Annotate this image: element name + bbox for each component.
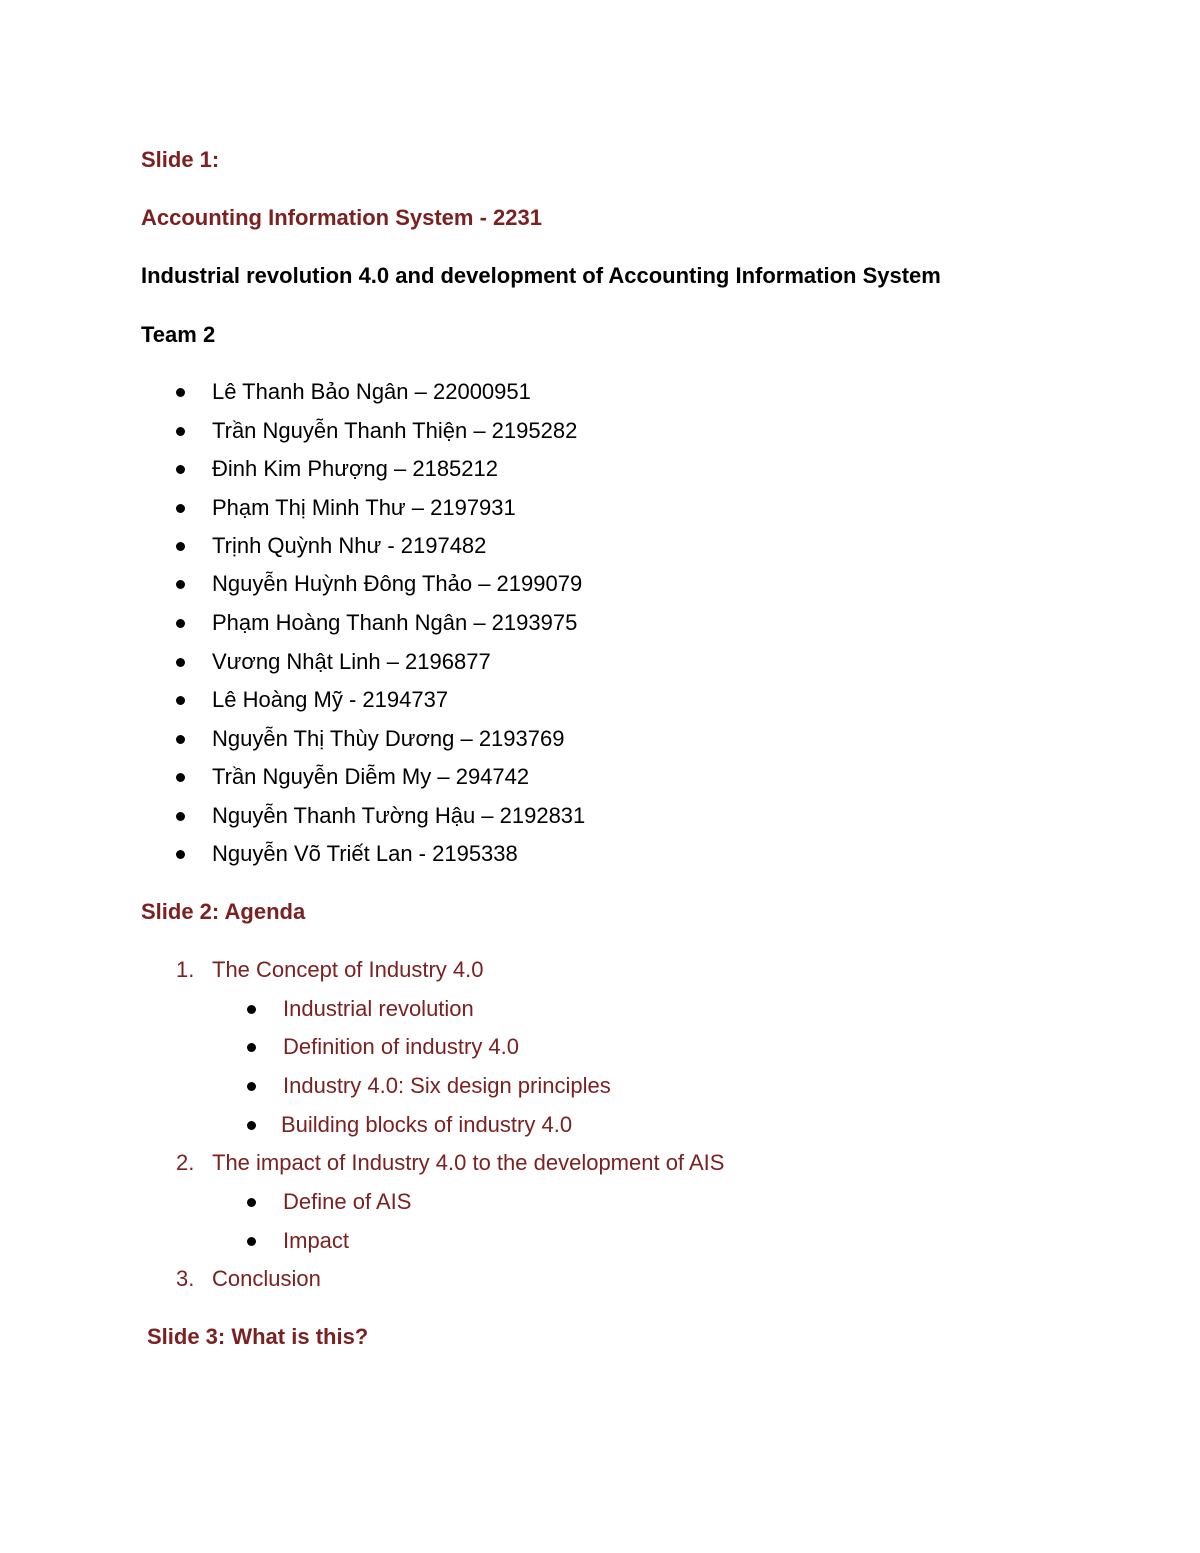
bullet-icon xyxy=(176,580,185,589)
agenda-item-label: Conclusion xyxy=(212,1266,321,1291)
bullet-icon xyxy=(247,1005,256,1014)
bullet-icon xyxy=(176,427,185,436)
bullet-icon xyxy=(176,812,185,821)
agenda-item-number: 3. xyxy=(176,1266,195,1291)
member-name: Trịnh Quỳnh Như - 2197482 xyxy=(212,533,487,558)
agenda-item-number: 2. xyxy=(176,1150,195,1175)
bullet-icon xyxy=(176,465,185,474)
course-title: Accounting Information System - 2231 xyxy=(141,205,542,230)
bullet-icon xyxy=(176,850,185,859)
member-name: Nguyễn Thanh Tường Hậu – 2192831 xyxy=(212,803,586,828)
agenda-item-label: The Concept of Industry 4.0 xyxy=(212,957,484,982)
member-name: Nguyễn Võ Triết Lan - 2195338 xyxy=(212,841,518,866)
bullet-icon xyxy=(247,1082,256,1091)
bullet-icon xyxy=(176,696,185,705)
bullet-icon xyxy=(247,1237,256,1246)
team-label: Team 2 xyxy=(141,322,216,347)
agenda-item-label: The impact of Industry 4.0 to the development of AIS xyxy=(212,1150,725,1175)
bullet-icon xyxy=(247,1198,256,1207)
member-name: Đinh Kim Phượng – 2185212 xyxy=(212,456,498,481)
member-name: Lê Thanh Bảo Ngân – 22000951 xyxy=(212,379,531,404)
presentation-topic: Industrial revolution 4.0 and development of Accounting Information System xyxy=(141,263,941,288)
member-name: Vương Nhật Linh – 2196877 xyxy=(212,649,491,674)
agenda-subitem-label: Definition of industry 4.0 xyxy=(283,1034,520,1059)
agenda-subitem-label: Industry 4.0: Six design principles xyxy=(283,1073,611,1098)
bullet-icon xyxy=(176,388,185,397)
bullet-icon xyxy=(176,658,185,667)
bullet-icon xyxy=(176,619,185,628)
member-name: Phạm Hoàng Thanh Ngân – 2193975 xyxy=(212,610,578,635)
bullet-icon xyxy=(176,504,185,513)
bullet-icon xyxy=(247,1043,256,1052)
slide1-heading: Slide 1: xyxy=(141,147,220,172)
slide3-heading: Slide 3: What is this? xyxy=(147,1324,369,1349)
member-name: Lê Hoàng Mỹ - 2194737 xyxy=(212,687,449,712)
member-name: Nguyễn Thị Thùy Dương – 2193769 xyxy=(212,726,565,751)
member-name: Trần Nguyễn Thanh Thiện – 2195282 xyxy=(212,418,578,443)
bullet-icon xyxy=(176,773,185,782)
slide2-heading: Slide 2: Agenda xyxy=(141,899,306,924)
agenda-item-number: 1. xyxy=(176,957,195,982)
agenda-subitem-label: Impact xyxy=(283,1228,350,1253)
member-name: Phạm Thị Minh Thư – 2197931 xyxy=(212,495,516,520)
agenda-subitem-label: Define of AIS xyxy=(283,1189,412,1214)
bullet-icon xyxy=(247,1121,256,1130)
bullet-icon xyxy=(176,735,185,744)
bullet-icon xyxy=(176,542,185,551)
agenda-subitem-label: Building blocks of industry 4.0 xyxy=(281,1112,573,1137)
member-name: Trần Nguyễn Diễm My – 294742 xyxy=(212,764,530,789)
agenda-subitem-label: Industrial revolution xyxy=(283,996,474,1021)
member-name: Nguyễn Huỳnh Đông Thảo – 2199079 xyxy=(212,571,583,596)
